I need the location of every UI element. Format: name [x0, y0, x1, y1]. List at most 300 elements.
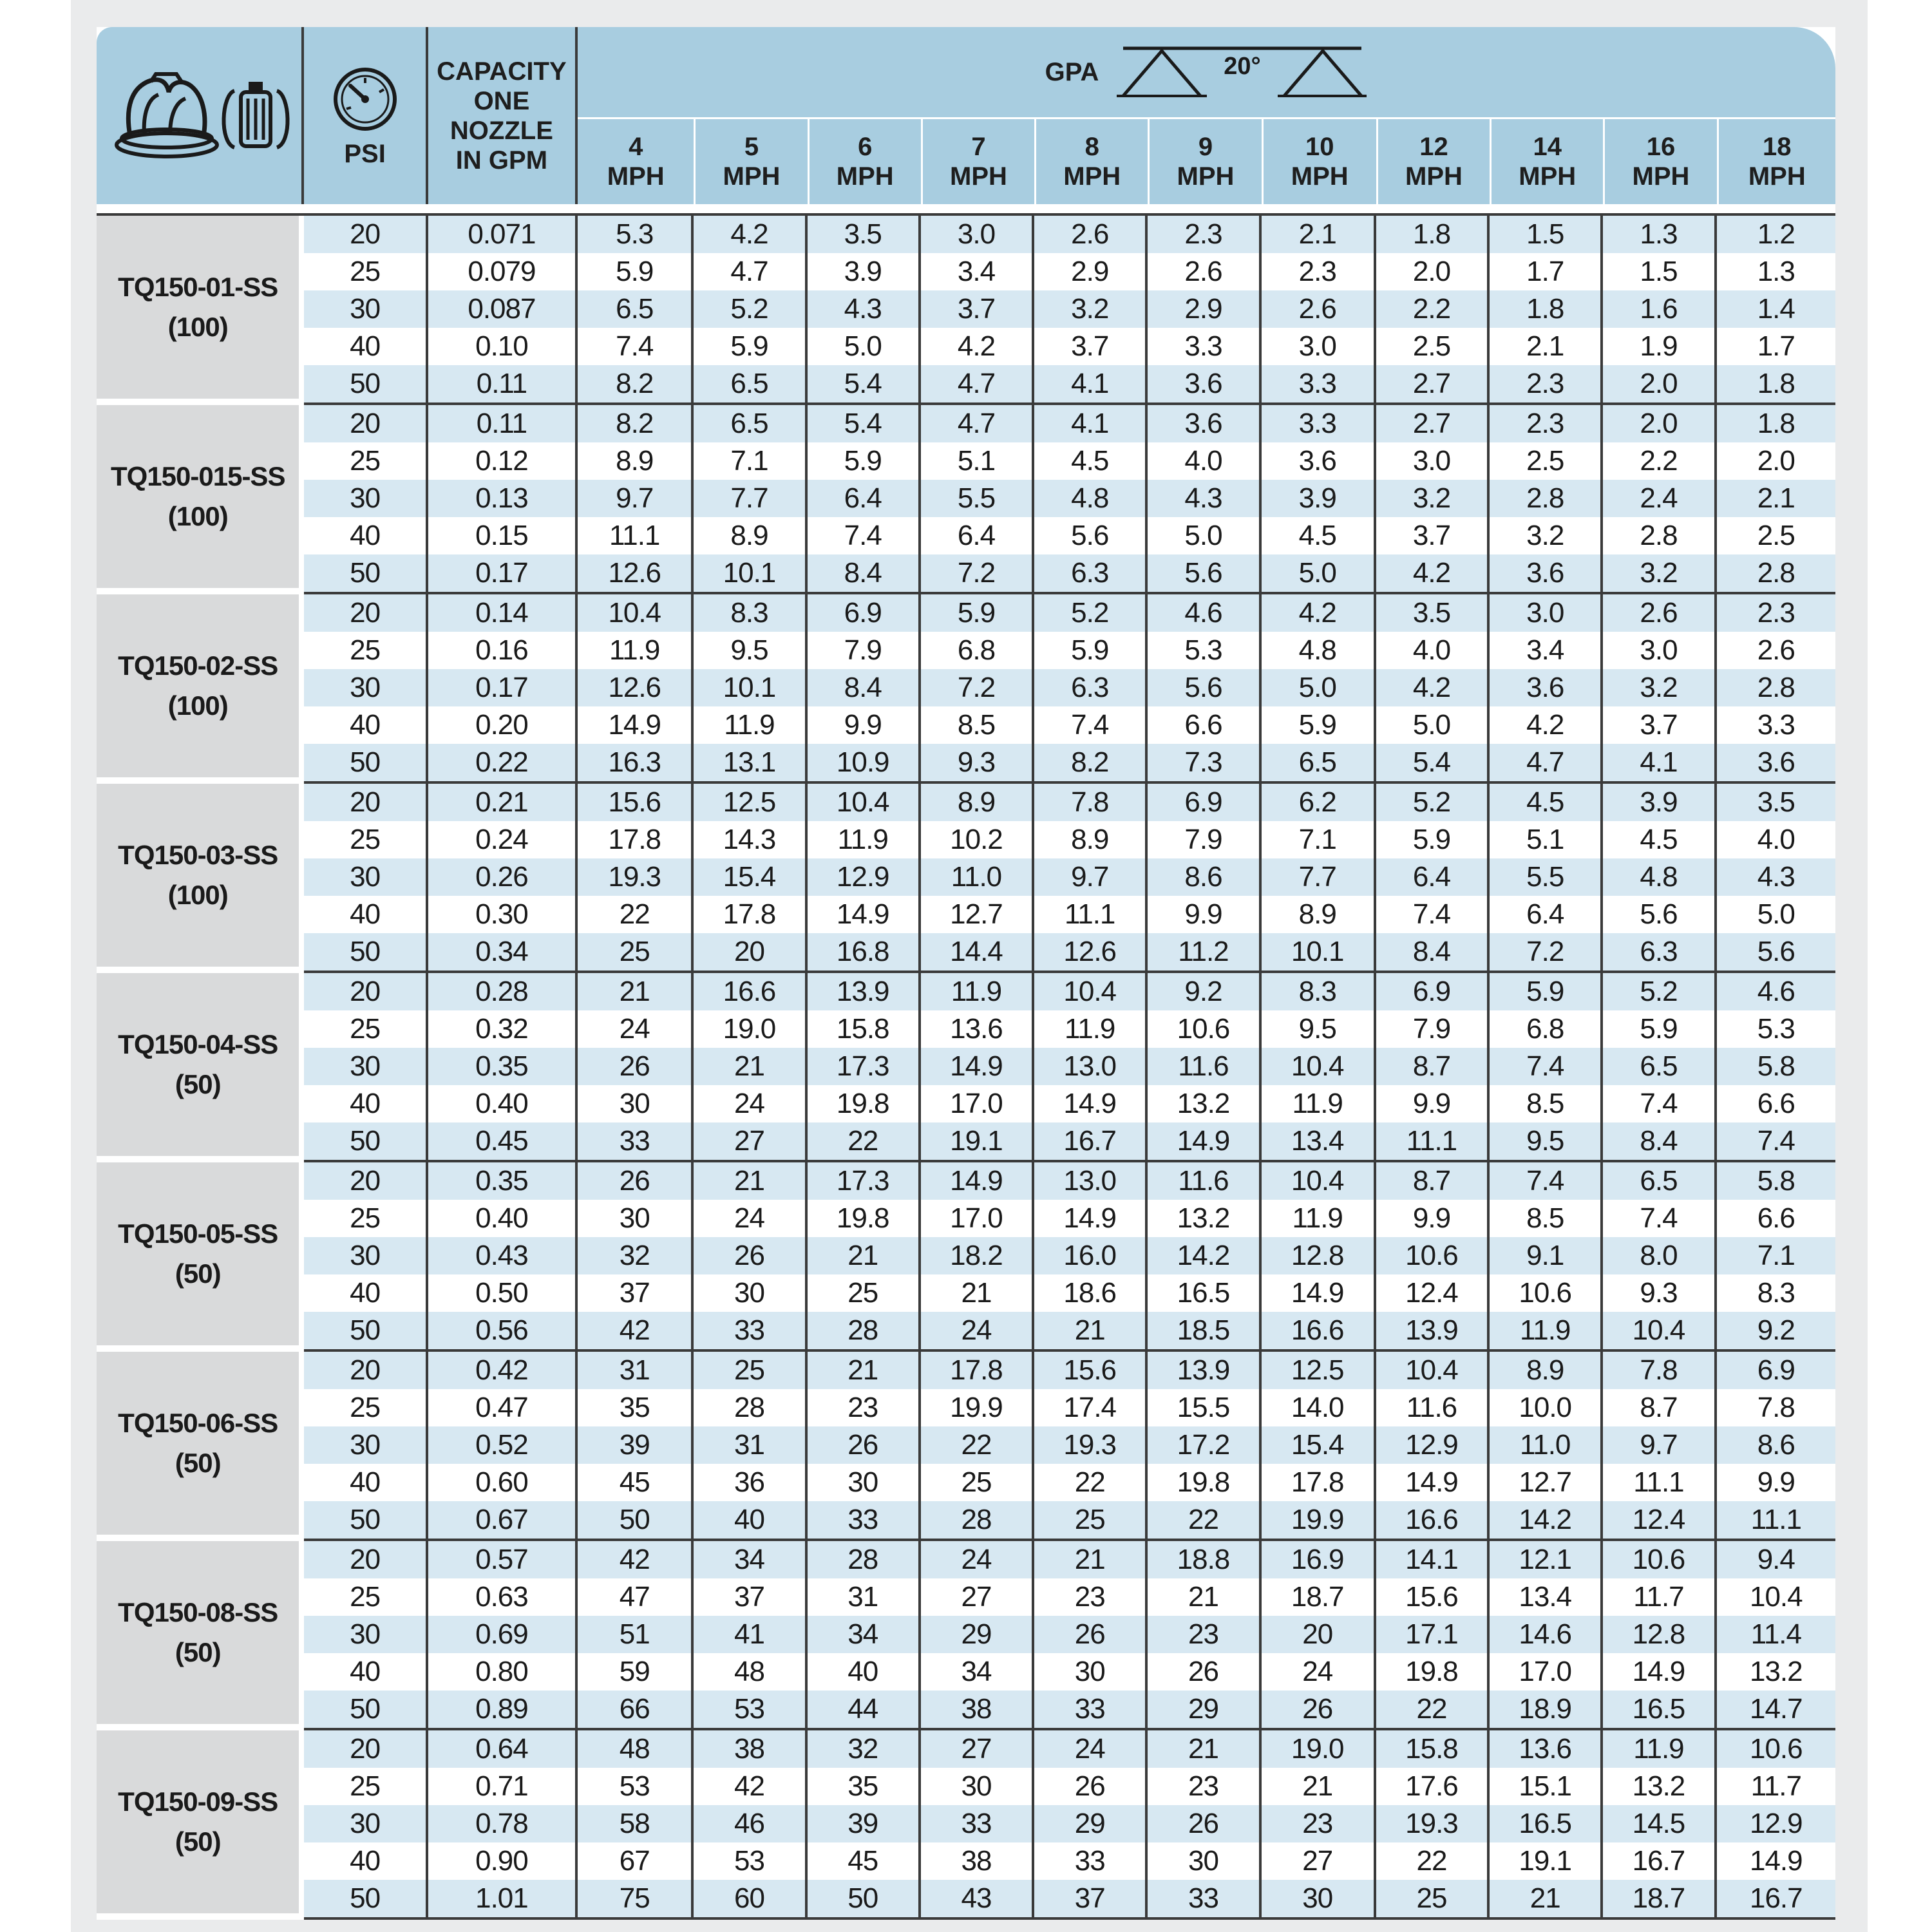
gpa-cell: 7.4: [1376, 896, 1490, 933]
gpa-cell: 21: [578, 973, 694, 1010]
gpa-cell: 17.1: [1376, 1616, 1490, 1653]
gpa-cell: 19.8: [1376, 1653, 1490, 1690]
table-row: [97, 290, 1835, 328]
gpa-cell: 4.2: [921, 328, 1034, 365]
gpa-cell: 9.5: [1262, 1010, 1376, 1048]
gpa-cell: 3.2: [1376, 480, 1490, 517]
psi-cell: 20: [304, 1352, 428, 1389]
gpa-cell: 10.6: [1603, 1541, 1716, 1578]
gpa-cell: 3.7: [1603, 706, 1716, 744]
gpa-cell: 18.5: [1148, 1312, 1261, 1352]
gpa-cell: 2.0: [1603, 365, 1716, 405]
gpa-cell: 17.3: [808, 1048, 921, 1085]
gpa-cell: 3.6: [1490, 554, 1603, 594]
table-row: [97, 1616, 1835, 1653]
capacity-cell: 0.071: [428, 216, 578, 253]
gpa-cell: 37: [578, 1274, 694, 1312]
gpa-cell: 5.9: [1262, 706, 1376, 744]
psi-cell: 20: [304, 405, 428, 442]
table-row: [97, 365, 1835, 405]
nozzle-model: TQ150-01-SS: [118, 272, 278, 302]
gpa-cell: 22: [921, 1426, 1034, 1464]
gpa-cell: 16.7: [1034, 1122, 1148, 1162]
gpa-cell: 5.2: [1376, 784, 1490, 821]
speed-unit: MPH: [950, 162, 1007, 191]
gpa-cell: 1.5: [1490, 216, 1603, 253]
capacity-cell: 0.52: [428, 1426, 578, 1464]
capacity-header: [428, 27, 578, 204]
gpa-cell: 5.9: [1376, 821, 1490, 858]
gpa-cell: 12.7: [921, 896, 1034, 933]
gpa-cell: 21: [1034, 1312, 1148, 1352]
gpa-cell: 2.0: [1376, 253, 1490, 290]
psi-cell: 40: [304, 896, 428, 933]
capacity-cell: 0.34: [428, 933, 578, 973]
gpa-cell: 5.2: [694, 290, 807, 328]
gpa-cell: 6.6: [1717, 1085, 1835, 1122]
gpa-cell: 4.7: [694, 253, 807, 290]
gpa-cell: 2.4: [1603, 480, 1716, 517]
psi-cell: 40: [304, 1464, 428, 1501]
psi-cell: 25: [304, 821, 428, 858]
speed-value: 8: [1084, 133, 1099, 161]
gpa-cell: 23: [1148, 1616, 1261, 1653]
gpa-cell: 3.0: [1490, 594, 1603, 632]
gpa-cell: 53: [694, 1842, 807, 1880]
speed-unit: MPH: [607, 162, 665, 191]
nozzle-model: TQ150-08-SS: [118, 1597, 278, 1627]
gpa-cell: 8.9: [921, 784, 1034, 821]
gpa-cell: 21: [1148, 1730, 1261, 1768]
gpa-cell: 3.4: [1490, 632, 1603, 669]
table-row: [97, 1805, 1835, 1842]
gpa-cell: 4.2: [1262, 594, 1376, 632]
gpa-cell: 2.3: [1490, 405, 1603, 442]
gpa-cell: 40: [694, 1501, 807, 1541]
gpa-cell: 12.6: [1034, 933, 1148, 973]
gpa-cell: 7.9: [808, 632, 921, 669]
gpa-cell: 17.8: [578, 821, 694, 858]
strainer-mesh: (50): [175, 1637, 221, 1667]
gpa-cell: 3.2: [1034, 290, 1148, 328]
gpa-cell: 31: [808, 1578, 921, 1616]
speed-value: 14: [1533, 133, 1562, 161]
table-row: [97, 1122, 1835, 1162]
gpa-cell: 33: [1034, 1690, 1148, 1730]
psi-cell: 25: [304, 253, 428, 290]
speed-unit: MPH: [1063, 162, 1121, 191]
capacity-cell: 0.56: [428, 1312, 578, 1352]
gpa-cell: 38: [921, 1842, 1034, 1880]
speed-value: 10: [1305, 133, 1334, 161]
gpa-cell: 11.1: [1603, 1464, 1716, 1501]
capacity-cell: 0.087: [428, 290, 578, 328]
capacity-cell: 0.32: [428, 1010, 578, 1048]
gpa-cell: 43: [921, 1880, 1034, 1920]
gpa-cell: 5.6: [1148, 554, 1261, 594]
gpa-cell: 10.4: [808, 784, 921, 821]
gpa-cell: 28: [694, 1389, 807, 1426]
gpa-cell: 3.6: [1148, 405, 1261, 442]
gpa-cell: 8.2: [578, 365, 694, 405]
capacity-cell: 0.40: [428, 1085, 578, 1122]
gpa-cell: 18.7: [1603, 1880, 1716, 1920]
nozzle-model: TQ150-015-SS: [110, 461, 285, 491]
speed-header: [808, 119, 921, 204]
gpa-cell: 14.6: [1490, 1616, 1603, 1653]
gpa-cell: 6.4: [921, 517, 1034, 554]
gpa-cell: 5.4: [808, 365, 921, 405]
table-row: [97, 1085, 1835, 1122]
gpa-cell: 50: [808, 1880, 921, 1920]
gpa-cell: 16.5: [1148, 1274, 1261, 1312]
gpa-cell: 25: [808, 1274, 921, 1312]
gpa-cell: 37: [1034, 1880, 1148, 1920]
gpa-cell: 6.3: [1603, 933, 1716, 973]
gpa-cell: 22: [1148, 1501, 1261, 1541]
gpa-cell: 4.8: [1262, 632, 1376, 669]
gpa-label: GPA: [1045, 57, 1099, 86]
gpa-cell: 13.6: [1490, 1730, 1603, 1768]
gpa-cell: 42: [694, 1768, 807, 1805]
gpa-cell: 14.5: [1603, 1805, 1716, 1842]
gpa-cell: 7.2: [1490, 933, 1603, 973]
gpa-cell: 10.1: [694, 669, 807, 706]
capacity-cell: 0.10: [428, 328, 578, 365]
gpa-cell: 14.9: [1717, 1842, 1835, 1880]
gpa-cell: 8.4: [808, 554, 921, 594]
gpa-cell: 5.2: [1034, 594, 1148, 632]
gpa-cell: 35: [808, 1768, 921, 1805]
gpa-cell: 37: [694, 1578, 807, 1616]
gpa-cell: 10.4: [1262, 1162, 1376, 1200]
gpa-cell: 8.3: [1717, 1274, 1835, 1312]
psi-cell: 25: [304, 1010, 428, 1048]
gpa-cell: 9.7: [578, 480, 694, 517]
gpa-cell: 4.1: [1603, 744, 1716, 784]
gpa-cell: 5.6: [1034, 517, 1148, 554]
gpa-cell: 7.9: [1148, 821, 1261, 858]
gpa-cell: 19.1: [921, 1122, 1034, 1162]
capacity-cell: 0.20: [428, 706, 578, 744]
speed-header: [1717, 119, 1835, 204]
gpa-cell: 4.1: [1034, 365, 1148, 405]
gpa-cell: 5.9: [1034, 632, 1148, 669]
speed-unit: MPH: [1177, 162, 1235, 191]
gpa-cell: 21: [1034, 1541, 1148, 1578]
gpa-cell: 10.0: [1490, 1389, 1603, 1426]
gpa-cell: 2.5: [1490, 442, 1603, 480]
gpa-cell: 4.5: [1262, 517, 1376, 554]
gpa-cell: 8.5: [921, 706, 1034, 744]
gpa-cell: 34: [694, 1541, 807, 1578]
gpa-cell: 12.4: [1376, 1274, 1490, 1312]
gpa-cell: 2.7: [1376, 365, 1490, 405]
speed-unit: MPH: [1748, 162, 1806, 191]
gpa-cell: 26: [1034, 1768, 1148, 1805]
gpa-cell: 2.5: [1376, 328, 1490, 365]
gpa-cell: 11.2: [1148, 933, 1261, 973]
gpa-cell: 13.4: [1490, 1578, 1603, 1616]
table-row: [97, 1274, 1835, 1312]
gpa-cell: 33: [578, 1122, 694, 1162]
strainer-mesh: (50): [175, 1826, 221, 1857]
speed-value: 5: [744, 133, 759, 161]
psi-cell: 40: [304, 1085, 428, 1122]
gpa-cell: 25: [1034, 1501, 1148, 1541]
gpa-header: [578, 27, 1835, 119]
gpa-cell: 9.3: [921, 744, 1034, 784]
gpa-cell: 29: [1148, 1690, 1261, 1730]
gpa-cell: 17.2: [1148, 1426, 1261, 1464]
gpa-cell: 2.6: [1034, 216, 1148, 253]
gpa-cell: 11.7: [1603, 1578, 1716, 1616]
gpa-cell: 2.3: [1262, 253, 1376, 290]
gpa-cell: 19.8: [1148, 1464, 1261, 1501]
nozzle-model-cell: [97, 1730, 304, 1920]
capacity-cell: 0.15: [428, 517, 578, 554]
gpa-cell: 27: [921, 1730, 1034, 1768]
table-row: [97, 1880, 1835, 1920]
speed-header: [1490, 119, 1603, 204]
gpa-cell: 30: [578, 1085, 694, 1122]
speed-header: [921, 119, 1034, 204]
speed-value: 18: [1763, 133, 1792, 161]
gpa-cell: 8.3: [694, 594, 807, 632]
gpa-cell: 16.3: [578, 744, 694, 784]
gpa-cell: 8.3: [1262, 973, 1376, 1010]
gpa-cell: 15.6: [1376, 1578, 1490, 1616]
gpa-cell: 4.2: [1490, 706, 1603, 744]
table-row: [97, 933, 1835, 973]
nozzle-model: TQ150-05-SS: [118, 1218, 278, 1249]
gpa-cell: 21: [808, 1237, 921, 1274]
gpa-cell: 21: [694, 1048, 807, 1085]
gpa-cell: 14.4: [921, 933, 1034, 973]
spray-angle-icon: [1110, 43, 1368, 101]
table-row: [97, 1541, 1835, 1578]
table-row: [97, 896, 1835, 933]
gpa-cell: 14.3: [694, 821, 807, 858]
gpa-cell: 5.3: [1148, 632, 1261, 669]
gpa-cell: 32: [578, 1237, 694, 1274]
psi-label: PSI: [344, 140, 386, 168]
nozzle-model-cell: [97, 594, 304, 784]
gpa-cell: 28: [921, 1501, 1034, 1541]
table-row: [97, 253, 1835, 290]
gpa-cell: 8.4: [1603, 1122, 1716, 1162]
gpa-cell: 5.6: [1148, 669, 1261, 706]
gpa-cell: 2.0: [1717, 442, 1835, 480]
table-row: [97, 1842, 1835, 1880]
capacity-cell: 0.22: [428, 744, 578, 784]
gpa-cell: 12.6: [578, 669, 694, 706]
gpa-cell: 3.9: [808, 253, 921, 290]
gpa-cell: 59: [578, 1653, 694, 1690]
gpa-cell: 4.7: [921, 365, 1034, 405]
gpa-cell: 3.7: [1376, 517, 1490, 554]
strainer-mesh: (100): [167, 690, 228, 721]
strainer-mesh: (100): [167, 312, 228, 342]
gpa-cell: 13.0: [1034, 1048, 1148, 1085]
gpa-cell: 12.9: [1376, 1426, 1490, 1464]
capacity-cell: 0.69: [428, 1616, 578, 1653]
gpa-cell: 3.0: [1262, 328, 1376, 365]
gpa-cell: 1.8: [1376, 216, 1490, 253]
gpa-cell: 3.7: [1034, 328, 1148, 365]
gpa-cell: 5.4: [808, 405, 921, 442]
gpa-cell: 4.3: [1148, 480, 1261, 517]
gpa-cell: 9.7: [1034, 858, 1148, 896]
gpa-cell: 16.6: [1376, 1501, 1490, 1541]
gpa-cell: 7.8: [1603, 1352, 1716, 1389]
gpa-cell: 30: [1148, 1842, 1261, 1880]
gpa-cell: 14.9: [1034, 1200, 1148, 1237]
gpa-cell: 5.9: [1490, 973, 1603, 1010]
psi-cell: 20: [304, 216, 428, 253]
psi-cell: 50: [304, 554, 428, 594]
table-row: [97, 1200, 1835, 1237]
capacity-cell: 0.079: [428, 253, 578, 290]
gpa-cell: 6.8: [921, 632, 1034, 669]
gpa-cell: 6.9: [808, 594, 921, 632]
gpa-cell: 15.1: [1490, 1768, 1603, 1805]
gpa-cell: 25: [921, 1464, 1034, 1501]
gpa-cell: 39: [808, 1805, 921, 1842]
psi-cell: 40: [304, 1653, 428, 1690]
gpa-cell: 51: [578, 1616, 694, 1653]
nozzle-model-cell: [97, 784, 304, 973]
gpa-cell: 24: [694, 1200, 807, 1237]
gpa-cell: 6.5: [1262, 744, 1376, 784]
gpa-cell: 26: [1148, 1805, 1261, 1842]
psi-cell: 30: [304, 480, 428, 517]
psi-cell: 20: [304, 1730, 428, 1768]
gpa-cell: 10.2: [921, 821, 1034, 858]
gpa-cell: 26: [1262, 1690, 1376, 1730]
gpa-cell: 1.8: [1490, 290, 1603, 328]
gpa-cell: 11.1: [1376, 1122, 1490, 1162]
gpa-cell: 31: [578, 1352, 694, 1389]
gpa-cell: 25: [1376, 1880, 1490, 1920]
psi-cell: 50: [304, 1312, 428, 1352]
gpa-cell: 26: [578, 1162, 694, 1200]
gpa-cell: 38: [921, 1690, 1034, 1730]
speed-value: 9: [1198, 133, 1213, 161]
gpa-cell: 17.4: [1034, 1389, 1148, 1426]
gpa-cell: 2.0: [1603, 405, 1716, 442]
gpa-cell: 5.3: [578, 216, 694, 253]
gpa-cell: 7.3: [1148, 744, 1261, 784]
capacity-line: CAPACITY: [437, 57, 567, 86]
gpa-cell: 42: [578, 1312, 694, 1352]
table-row: [97, 405, 1835, 442]
gpa-cell: 10.1: [1262, 933, 1376, 973]
gpa-cell: 10.4: [1717, 1578, 1835, 1616]
gpa-cell: 17.3: [808, 1162, 921, 1200]
gpa-cell: 3.6: [1262, 442, 1376, 480]
gpa-cell: 3.3: [1262, 405, 1376, 442]
gpa-cell: 5.0: [808, 328, 921, 365]
gpa-cell: 8.9: [578, 442, 694, 480]
gpa-cell: 30: [694, 1274, 807, 1312]
gpa-cell: 6.5: [694, 365, 807, 405]
gpa-cell: 4.0: [1376, 632, 1490, 669]
gpa-cell: 18.9: [1490, 1690, 1603, 1730]
strainer-mesh: (50): [175, 1448, 221, 1478]
gpa-cell: 2.7: [1376, 405, 1490, 442]
capacity-cell: 0.28: [428, 973, 578, 1010]
gpa-cell: 6.9: [1717, 1352, 1835, 1389]
gpa-cell: 21: [1262, 1768, 1376, 1805]
gpa-cell: 5.0: [1262, 669, 1376, 706]
capacity-cell: 0.13: [428, 480, 578, 517]
psi-cell: 30: [304, 1048, 428, 1085]
nozzle-model: TQ150-02-SS: [118, 650, 278, 681]
gpa-cell: 2.6: [1603, 594, 1716, 632]
psi-cell: 50: [304, 1690, 428, 1730]
gpa-cell: 19.1: [1490, 1842, 1603, 1880]
gpa-cell: 6.6: [1148, 706, 1261, 744]
gpa-cell: 5.4: [1376, 744, 1490, 784]
gpa-cell: 5.6: [1603, 896, 1716, 933]
gpa-cell: 21: [921, 1274, 1034, 1312]
gpa-cell: 3.9: [1262, 480, 1376, 517]
capacity-cell: 0.71: [428, 1768, 578, 1805]
gpa-cell: 11.9: [694, 706, 807, 744]
psi-cell: 30: [304, 669, 428, 706]
strainer-mesh: (100): [167, 880, 228, 910]
gpa-cell: 23: [1034, 1578, 1148, 1616]
nozzle-icons-header: [97, 27, 304, 204]
gpa-cell: 17.0: [1490, 1653, 1603, 1690]
capacity-cell: 0.12: [428, 442, 578, 480]
psi-cell: 20: [304, 973, 428, 1010]
gpa-cell: 11.4: [1717, 1616, 1835, 1653]
gpa-cell: 5.8: [1717, 1162, 1835, 1200]
gpa-cell: 39: [578, 1426, 694, 1464]
gpa-cell: 8.0: [1603, 1237, 1716, 1274]
nozzle-model-cell: [97, 405, 304, 594]
gpa-cell: 7.2: [921, 554, 1034, 594]
gpa-cell: 24: [1034, 1730, 1148, 1768]
gpa-cell: 11.1: [1717, 1501, 1835, 1541]
gpa-cell: 24: [694, 1085, 807, 1122]
capacity-cell: 0.60: [428, 1464, 578, 1501]
gpa-cell: 13.6: [921, 1010, 1034, 1048]
gpa-cell: 29: [921, 1616, 1034, 1653]
gpa-cell: 1.7: [1490, 253, 1603, 290]
gpa-cell: 17.8: [1262, 1464, 1376, 1501]
nozzle-model: TQ150-06-SS: [118, 1408, 278, 1438]
table-row: [97, 1352, 1835, 1389]
gpa-cell: 11.9: [921, 973, 1034, 1010]
psi-cell: 25: [304, 1768, 428, 1805]
gpa-cell: 33: [808, 1501, 921, 1541]
gpa-cell: 41: [694, 1616, 807, 1653]
gpa-cell: 4.5: [1490, 784, 1603, 821]
gpa-cell: 6.6: [1717, 1200, 1835, 1237]
gpa-cell: 9.9: [1376, 1200, 1490, 1237]
psi-cell: 20: [304, 1541, 428, 1578]
gpa-cell: 2.2: [1376, 290, 1490, 328]
gpa-cell: 7.8: [1717, 1389, 1835, 1426]
gpa-cell: 14.9: [1376, 1464, 1490, 1501]
gpa-cell: 10.4: [1376, 1352, 1490, 1389]
gpa-cell: 5.0: [1148, 517, 1261, 554]
nozzle-model-cell: [97, 1162, 304, 1352]
gpa-cell: 6.5: [694, 405, 807, 442]
